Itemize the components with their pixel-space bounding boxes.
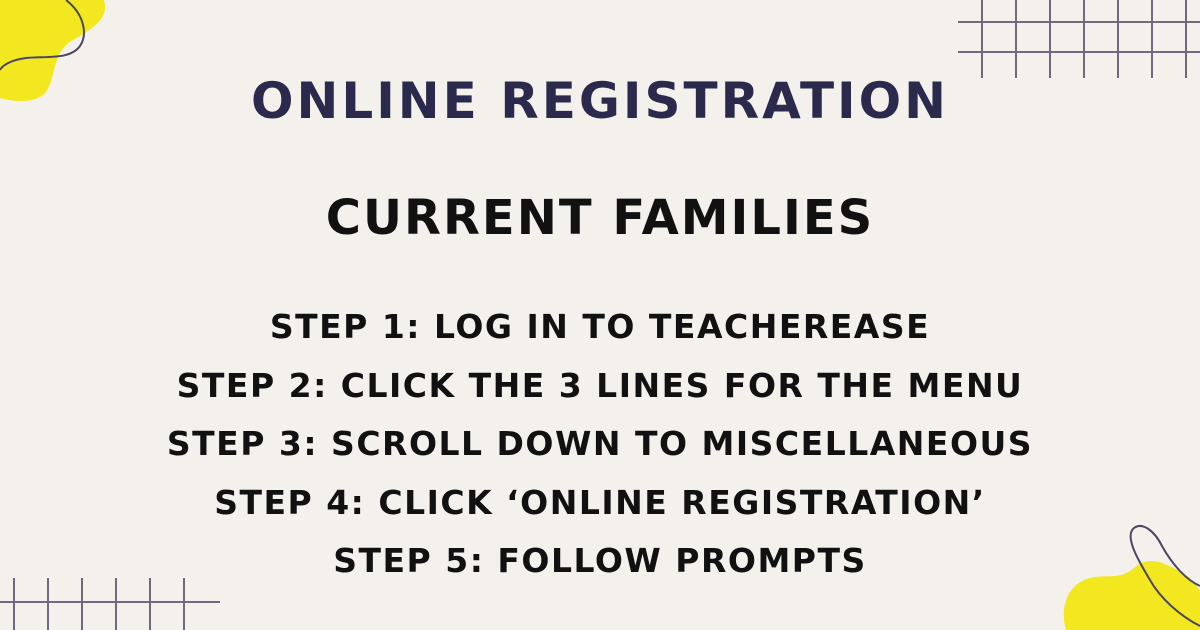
step-item: STEP 2: CLICK THE 3 LINES FOR THE MENU (176, 365, 1024, 405)
step-item: STEP 4: CLICK ‘ONLINE REGISTRATION’ (214, 482, 986, 522)
step-item: STEP 5: FOLLOW PROMPTS (333, 541, 867, 580)
page-title: ONLINE REGISTRATION (250, 72, 949, 130)
step-item: STEP 3: SCROLL DOWN TO MISCELLANEOUS (166, 424, 1034, 463)
grid-top-right (958, 0, 1200, 80)
steps-list (0, 298, 1200, 591)
section-subtitle: CURRENT FAMILIES (325, 190, 875, 246)
step-item: STEP 1: LOG IN TO TEACHEREASE (269, 307, 931, 346)
